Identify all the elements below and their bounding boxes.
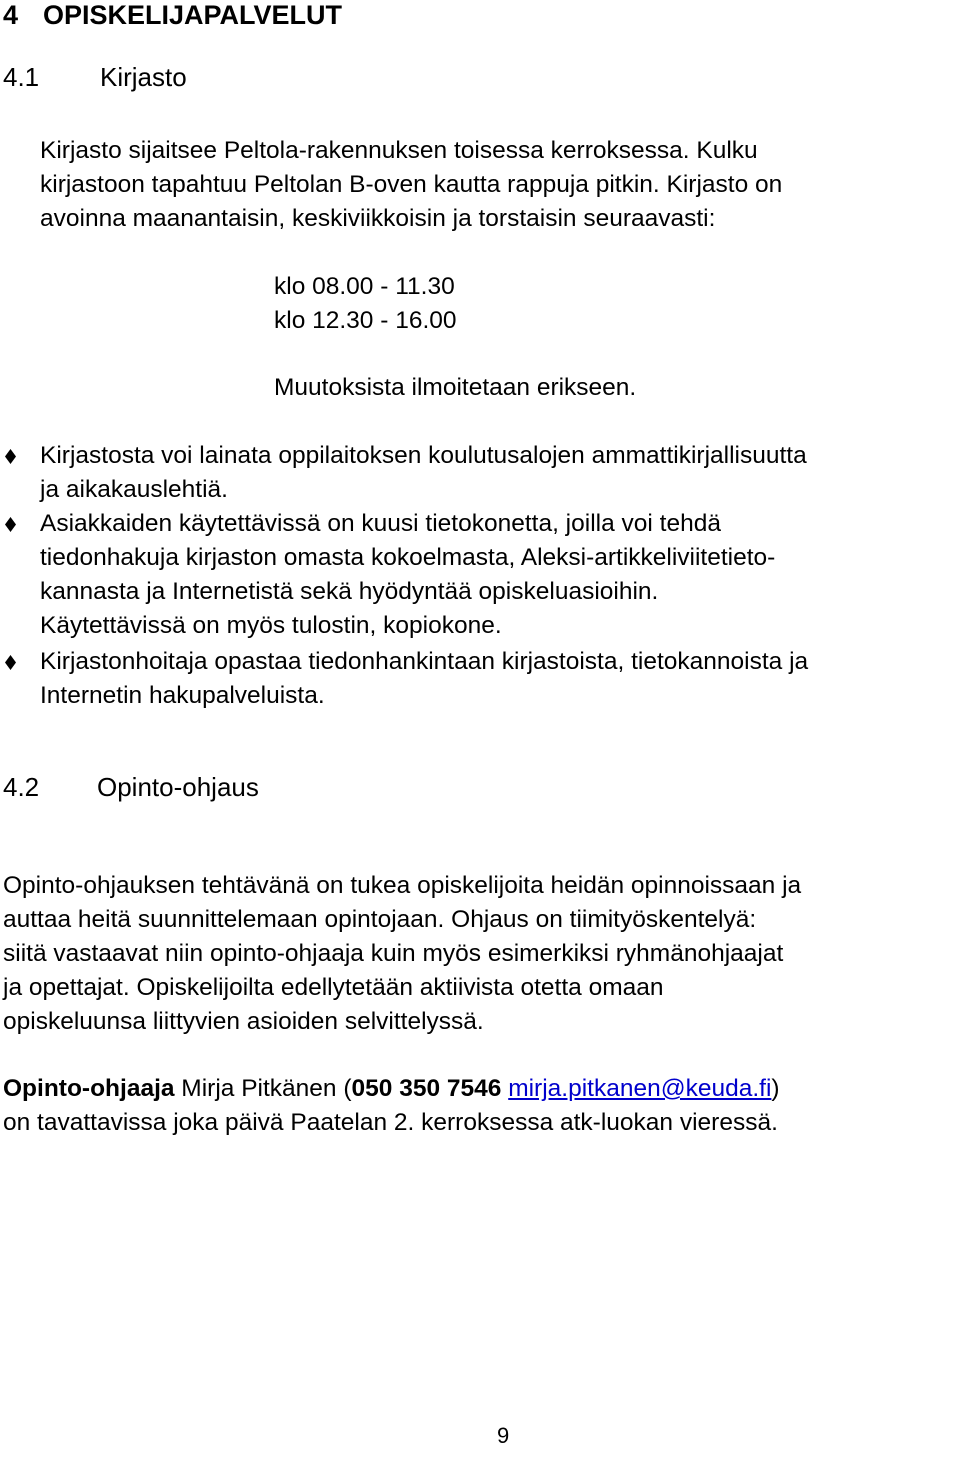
bullet-item [5,439,955,507]
hours-line: klo 08.00 - 11.30 [274,273,455,300]
diamond-bullet-icon [5,655,16,670]
counselor-phone: 050 350 7546 [351,1075,502,1102]
text-line: ja opettajat. Opiskelijoilta edellytetään aktiivista otetta omaan [3,974,664,1001]
text-line: avoinna maanantaisin, keskiviikkoisin ja torstaisin seuraavasti: [40,205,716,232]
counselor-name: Mirja Pitkänen ( [174,1075,352,1102]
chapter-number: 4 [3,0,19,30]
text-line: siitä vastaavat niin opinto-ohjaaja kuin myös esimerkiksi ryhmänohjaajat [3,940,784,967]
text-line: kirjastoon tapahtuu Peltolan B-oven kautta rappuja pitkin. Kirjasto on [40,171,783,198]
opening-hours [274,270,457,338]
diamond-bullet-icon [5,517,16,532]
bullet-line: tiedonhakuja kirjaston omasta kokoelmasta, Aleksi-artikkeliviitetieto- [40,544,776,571]
bullet-item [5,507,955,643]
bullet-line: Kirjastonhoitaja opastaa tiedonhankintaan kirjastoista, tietokannoista ja [40,648,809,675]
text-line: Opinto-ohjauksen tehtävänä on tukea opiskelijoita heidän opinnoissaan ja [3,872,802,899]
hours-line: klo 12.30 - 16.00 [274,307,457,334]
bullet-line: Kirjastosta voi lainata oppilaitoksen koulutusalojen ammattikirjallisuutta [40,442,807,469]
bullet-line: Internetin hakupalveluista. [40,682,325,709]
section-heading-kirjasto [3,62,187,93]
chapter-title: OPISKELIJAPALVELUT [43,0,343,30]
bullet-line: ja aikakauslehtiä. [40,476,228,503]
text-line: opiskeluunsa liittyvien asioiden selvittelyssä. [3,1008,484,1035]
section-heading-opinto-ohjaus [3,772,259,803]
chapter-heading [3,0,342,31]
section-number: 4.2 [3,772,40,802]
text-line: auttaa heitä suunnittelemaan opintojaan. Ohjaus on tiimityöskentelyä: [3,906,757,933]
text-line: Kirjasto sijaitsee Peltola-rakennuksen toisessa kerroksessa. Kulku [40,137,758,164]
bullet-line: Käytettävissä on myös tulostin, kopiokone. [40,612,502,639]
bullet-item [5,645,955,713]
section-number: 4.1 [3,62,40,92]
section-title: Kirjasto [100,62,187,92]
bullet-line: kannasta ja Internetistä sekä hyödyntää opiskeluasioihin. [40,578,659,605]
page-number: 9 [497,1423,510,1448]
section-title: Opinto-ohjaus [97,772,259,802]
diamond-bullet-icon [5,449,16,464]
changes-note: Muutoksista ilmoitetaan erikseen. [274,374,637,401]
counseling-paragraph [3,869,801,1039]
counselor-contact [3,1072,780,1140]
bullet-line: Asiakkaiden käytettävissä on kuusi tietokonetta, joilla voi tehdä [40,510,721,537]
counselor-location: on tavattavissa joka päivä Paatelan 2. kerroksessa atk-luokan vieressä. [3,1109,778,1136]
library-intro-paragraph [40,134,782,236]
closing-paren: ) [771,1075,780,1102]
counselor-role: Opinto-ohjaaja [3,1075,175,1102]
counselor-email-link[interactable]: mirja.pitkanen@keuda.fi [508,1075,772,1102]
